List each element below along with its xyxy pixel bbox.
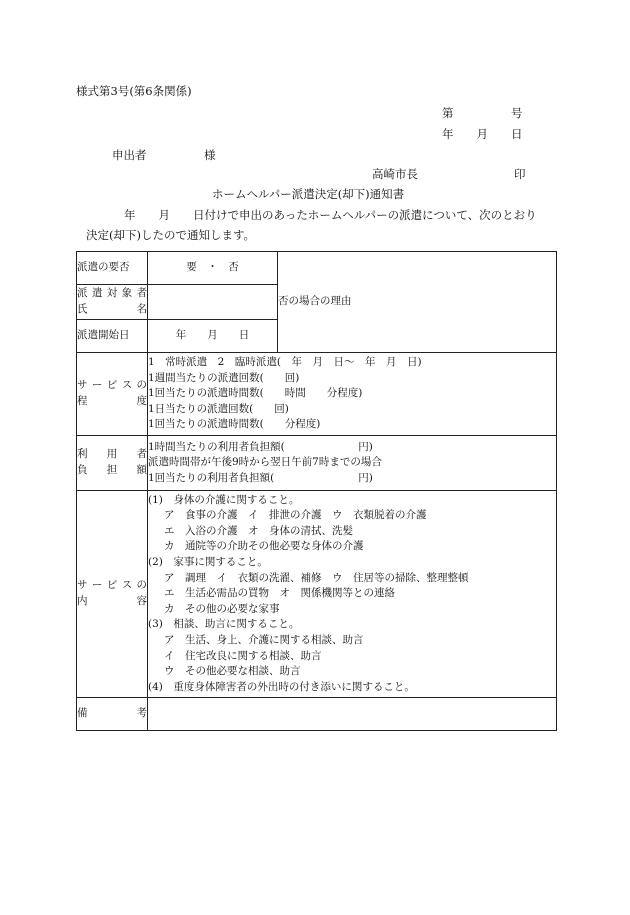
service-level-line: 1 常時派遣 2 臨時派遣( 年 月 日～ 年 月 日): [148, 356, 422, 369]
service-content-line: エ 生活必需品の買物 オ 関係機関等との連絡: [164, 587, 395, 600]
service-content-line: ア 食事の介護 イ 排泄の介護 ウ 衣類脱着の介護: [164, 509, 427, 522]
start-value-cell: [148, 320, 278, 353]
burden-line: 派遣時間帯が午後9時から翌日午前7時までの場合: [148, 456, 382, 469]
start-date-value: 年 月 日: [175, 329, 250, 342]
seal-mark: 印: [514, 167, 526, 181]
service-content-line: (4) 重度身体障害者の外出時の付き添いに関すること。: [148, 680, 415, 693]
service-content-line: カ 通院等の介助その他必要な身体の介護: [164, 540, 364, 553]
notification-table: [76, 251, 557, 731]
target-label-cell: [77, 285, 148, 320]
intro-line-1: 年 月 日付けで申出のあったホームヘルパーの派遣について、次のとおり: [124, 208, 537, 222]
document-number: 第 号: [442, 106, 523, 120]
service-content-line: (1) 身体の介護に関すること。: [148, 493, 300, 506]
service-content-label-line-2: 内 容: [77, 595, 147, 607]
service-content-line: (3) 相談、助言に関すること。: [148, 618, 300, 631]
service-level-content: [148, 353, 557, 436]
burden-label-cell: [77, 436, 148, 491]
reason-cell: [278, 252, 557, 353]
burden-label-line-1: 利 用 者: [77, 448, 147, 461]
issue-date: 年 月 日: [442, 127, 523, 141]
service-content-label-cell: [77, 491, 148, 698]
reason-label: 否の場合の理由: [278, 295, 352, 308]
remarks-label-cell: [77, 698, 148, 731]
burden-line: 1時間当たりの利用者負担額( 円): [148, 440, 373, 453]
service-level-line: 1日当たりの派遣回数( 回): [148, 402, 289, 415]
service-content-line: ア 調理 イ 衣類の洗濯、補修 ウ 住居等の掃除、整理整頓: [164, 571, 469, 584]
service-content-line: ア 生活、身上、介護に関する相談、助言: [164, 633, 364, 646]
service-content-row: [77, 491, 557, 698]
dispatch-value-cell: [148, 252, 278, 285]
mayor-title: 高崎市長: [372, 167, 418, 181]
applicant-name: 申出者 様: [112, 148, 216, 162]
burden-content: [148, 436, 557, 491]
burden-label-line-2: 負 担 額: [77, 464, 147, 476]
service-content-line: (2) 家事に関すること。: [148, 556, 268, 569]
dispatch-label: 派遣の要否: [77, 261, 130, 274]
service-level-row: [77, 353, 557, 436]
service-level-line: 1回当たりの派遣時間数( 分程度): [148, 418, 321, 431]
service-content-line: ウ その他必要な相談、助言: [164, 665, 301, 678]
form-number: 様式第3号(第6条関係): [76, 84, 192, 98]
service-level-label-cell: [77, 353, 148, 436]
service-content-list: [148, 491, 557, 698]
service-level-label-line-2: 程 度: [77, 395, 147, 407]
service-level-label-line-1: サービスの: [77, 379, 147, 392]
start-label: 派遣開始日: [77, 329, 130, 342]
service-content-line: カ その他の必要な家事: [164, 602, 280, 615]
document-title: ホームヘルパー派遣決定(却下)通知書: [212, 187, 405, 201]
service-content-line: エ 入浴の介護 オ 身体の清拭、洗髪: [164, 524, 353, 537]
burden-line: 1回当たりの利用者負担額( 円): [148, 471, 373, 484]
target-name-field: [148, 285, 278, 320]
remarks-label: 備 考: [77, 707, 147, 720]
dispatch-label-cell: [77, 252, 148, 285]
target-label-line-2: 氏 名: [77, 303, 147, 315]
burden-row: [77, 436, 557, 491]
intro-line-2: 決定(却下)したので通知します。: [86, 228, 256, 242]
start-label-cell: [77, 320, 148, 353]
dispatch-row: [77, 252, 557, 285]
service-content-label-line-1: サービスの: [77, 579, 147, 592]
remarks-row: [77, 698, 557, 731]
target-label-line-1: 派遣対象者: [77, 287, 147, 300]
service-content-line: イ 住宅改良に関する相談、助言: [164, 649, 322, 662]
dispatch-value: 要 ・ 否: [186, 261, 239, 274]
service-level-line: 1週間当たりの派遣回数( 回): [148, 371, 300, 384]
remarks-field: [148, 698, 557, 731]
service-level-line: 1回当たりの派遣時間数( 時間 分程度): [148, 387, 363, 400]
